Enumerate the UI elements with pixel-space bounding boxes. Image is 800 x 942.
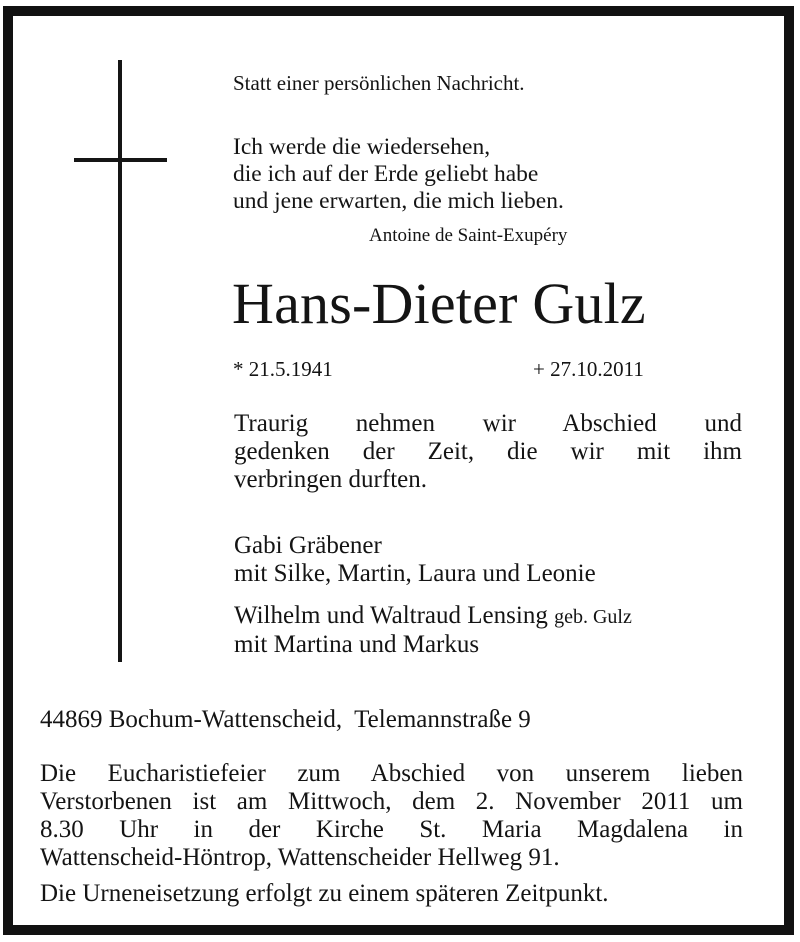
burial-text: Die Urneneisetzung erfolgt zu einem späteren Zeitpunkt.: [40, 880, 609, 907]
quote-line: die ich auf der Erde geliebt habe: [233, 161, 539, 187]
quote-line: Ich werde die wiedersehen,: [233, 134, 491, 160]
mourning-line: verbringen durften.: [234, 466, 427, 493]
address: [40, 706, 531, 734]
service-line: Verstorbenen ist am Mittwoch, dem 2. November 2011 um: [40, 788, 743, 815]
mourner-group: [234, 602, 632, 659]
service-line: Die Eucharistiefeier zum Abschied von unserem lieben: [40, 760, 743, 787]
birth-date: * 21.5.1941: [233, 357, 333, 381]
deceased-name: Hans-Dieter Gulz: [232, 271, 646, 336]
mourning-line: Traurig nehmen wir Abschied und: [234, 410, 742, 437]
death-date: + 27.10.2011: [533, 357, 644, 381]
service-line: Wattenscheid-Höntrop, Wattenscheider Hellweg 91.: [40, 844, 560, 871]
mourning-text: [234, 410, 742, 494]
mourning-line: gedenken der Zeit, die wir mit ihm: [234, 438, 742, 465]
mourner-name: Wilhelm und Waltraud Lensing: [234, 602, 548, 629]
mourner-maiden-name: geb. Gulz: [554, 606, 632, 628]
mourner-family: mit Martina und Markus: [234, 631, 480, 658]
quote-line: und jene erwarten, die mich lieben.: [233, 188, 564, 214]
mourner-name-line: [234, 602, 632, 631]
quote-block: [233, 134, 564, 215]
address-city: 44869 Bochum-Wattenscheid,: [40, 706, 343, 733]
service-text: [40, 760, 743, 872]
intro-text: Statt einer persönlichen Nachricht.: [233, 71, 525, 95]
service-line: 8.30 Uhr in der Kirche St. Maria Magdalena in: [40, 816, 743, 843]
mourner-name: Gabi Gräbener: [234, 532, 382, 559]
cross-icon-horizontal: [74, 158, 167, 162]
cross-icon-vertical: [118, 60, 122, 662]
address-street: Telemannstraße 9: [354, 706, 531, 733]
mourner-family: mit Silke, Martin, Laura und Leonie: [234, 560, 596, 587]
mourner-group: [234, 532, 596, 588]
quote-author: Antoine de Saint-Exupéry: [369, 225, 568, 246]
